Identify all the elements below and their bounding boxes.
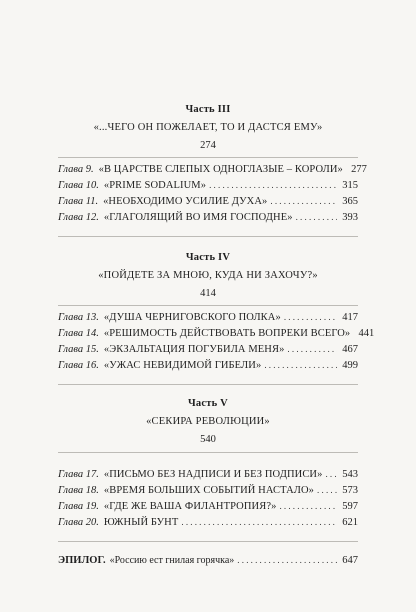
chapter-label: Глава 17. <box>58 469 99 480</box>
chapter-label: Глава 10. <box>58 180 99 191</box>
chapter-title: «ДУША ЧЕРНИГОВСКОГО ПОЛКА» <box>103 312 281 323</box>
chapter-page-number: 315 <box>342 180 358 191</box>
chapter-title: «УЖАС НЕВИДИМОЙ ГИБЕЛИ» <box>103 360 262 371</box>
dot-leader <box>209 180 337 190</box>
dot-leader <box>325 469 337 479</box>
epilogue-page-number: 647 <box>342 555 358 566</box>
part-title: «СЕКИРА РЕВОЛЮЦИИ» <box>146 416 270 427</box>
epilogue-label: ЭПИЛОГ. <box>58 555 106 566</box>
chapter-page-number: 573 <box>342 485 358 496</box>
toc-entry[interactable] <box>58 501 358 517</box>
chapter-page-number: 277 <box>351 164 367 175</box>
chapter-title: «РЕШИМОСТЬ ДЕЙСТВОВАТЬ ВОПРЕКИ ВСЕГО» <box>103 328 351 339</box>
toc-entry-epilogue[interactable] <box>58 555 358 571</box>
chapter-label: Глава 15. <box>58 344 99 355</box>
dot-leader <box>237 555 337 565</box>
part-page-number: 274 <box>200 140 216 151</box>
chapter-page-number: 543 <box>342 469 358 480</box>
chapter-page-number: 365 <box>342 196 358 207</box>
chapter-label: Глава 9. <box>58 164 94 175</box>
divider <box>58 541 358 542</box>
chapter-title: «В ЦАРСТВЕ СЛЕПЫХ ОДНОГЛАЗЫЕ – КОРОЛИ» <box>98 164 343 175</box>
chapter-page-number: 499 <box>342 360 358 371</box>
chapter-label: Глава 12. <box>58 212 99 223</box>
toc-entry[interactable] <box>58 469 358 485</box>
chapter-label: Глава 18. <box>58 485 99 496</box>
chapter-page-number: 621 <box>342 517 358 528</box>
chapter-label: Глава 13. <box>58 312 99 323</box>
dot-leader <box>181 517 337 527</box>
chapter-label: Глава 16. <box>58 360 99 371</box>
part-4-heading <box>0 252 416 299</box>
part-title: «ПОЙДЕТЕ ЗА МНОЮ, КУДА НИ ЗАХОЧУ?» <box>98 270 318 281</box>
toc-entry[interactable] <box>58 180 358 196</box>
chapter-title: «ЭКЗАЛЬТАЦИЯ ПОГУБИЛА МЕНЯ» <box>103 344 285 355</box>
part-page-number: 540 <box>200 434 216 445</box>
dot-leader <box>264 360 337 370</box>
part-label: Часть IV <box>185 252 231 263</box>
chapter-label: Глава 14. <box>58 328 99 339</box>
chapter-title: «ГДЕ ЖЕ ВАША ФИЛАНТРОПИЯ?» <box>103 501 277 512</box>
toc-entry[interactable] <box>58 328 375 344</box>
chapter-title: «PRIME SODALIUM» <box>103 180 207 191</box>
divider <box>58 305 358 306</box>
part-label: Часть III <box>185 104 231 115</box>
dot-leader <box>279 501 337 511</box>
chapter-label: Глава 20. <box>58 517 99 528</box>
toc-entry[interactable] <box>58 360 358 376</box>
toc-entry[interactable] <box>58 212 358 228</box>
toc-entry[interactable] <box>58 312 358 328</box>
divider <box>58 384 358 385</box>
divider <box>58 236 358 237</box>
chapter-title: «ВРЕМЯ БОЛЬШИХ СОБЫТИЙ НАСТАЛО» <box>103 485 315 496</box>
chapter-page-number: 393 <box>342 212 358 223</box>
dot-leader <box>287 344 337 354</box>
dot-leader <box>270 196 337 206</box>
toc-entry[interactable] <box>58 344 358 360</box>
dot-leader <box>284 312 337 322</box>
dot-leader <box>317 485 337 495</box>
chapter-label: Глава 11. <box>58 196 99 207</box>
toc-entry[interactable] <box>58 196 358 212</box>
chapter-title: «ГЛАГОЛЯЩИЙ ВО ИМЯ ГОСПОДНЕ» <box>103 212 293 223</box>
toc-entry[interactable] <box>58 164 367 180</box>
divider <box>58 157 358 158</box>
chapter-page-number: 417 <box>342 312 358 323</box>
epilogue-title: «Россию ест гнилая горячка» <box>109 555 235 566</box>
chapter-title: «НЕОБХОДИМО УСИЛИЕ ДУХА» <box>103 196 268 207</box>
chapter-page-number: 441 <box>358 328 375 339</box>
toc-entry[interactable] <box>58 485 358 501</box>
chapter-page-number: 467 <box>342 344 358 355</box>
chapter-label: Глава 19. <box>58 501 99 512</box>
divider <box>58 452 358 453</box>
part-title: «...ЧЕГО ОН ПОЖЕЛАЕТ, ТО И ДАСТСЯ ЕМУ» <box>93 122 323 133</box>
toc-entry[interactable] <box>58 517 358 533</box>
chapter-title: «ПИСЬМО БЕЗ НАДПИСИ И БЕЗ ПОДПИСИ» <box>103 469 323 480</box>
part-3-heading <box>0 104 416 151</box>
chapter-title: ЮЖНЫЙ БУНТ <box>103 517 179 528</box>
dot-leader <box>296 212 337 222</box>
part-5-heading <box>0 398 416 445</box>
chapter-page-number: 597 <box>342 501 358 512</box>
part-label: Часть V <box>188 398 228 409</box>
part-page-number: 414 <box>200 288 216 299</box>
